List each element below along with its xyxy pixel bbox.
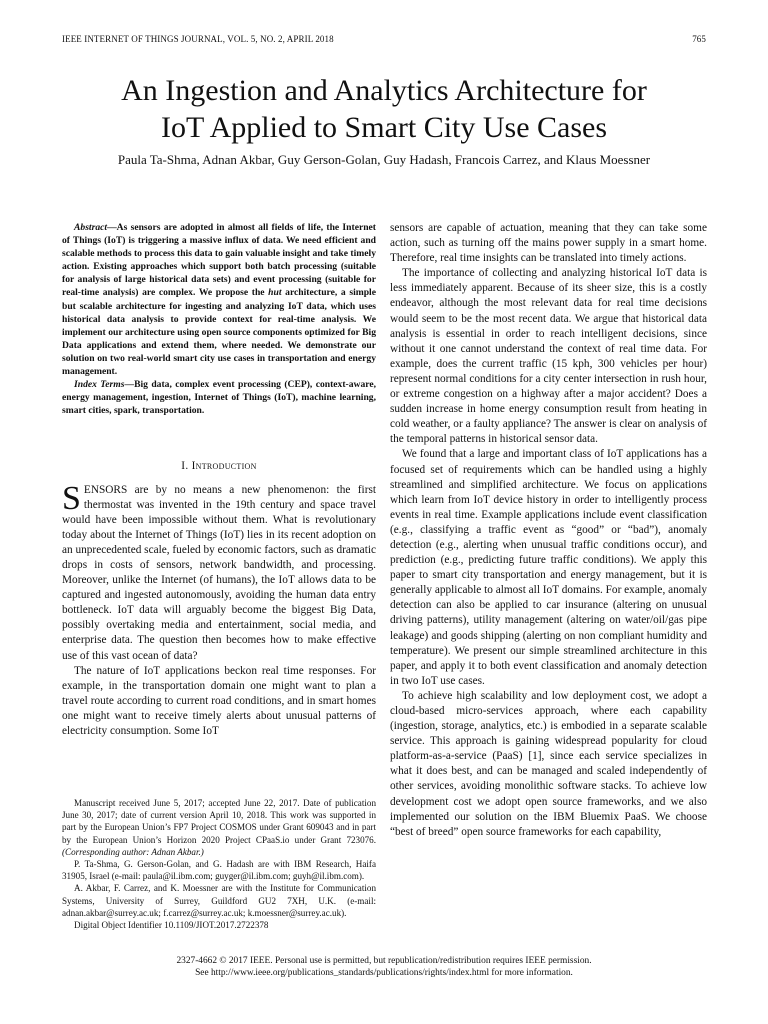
right-column [390, 221, 707, 840]
abstract-text-1: —As sensors are adopted in almost all fields of life, the Internet of Things (IoT) is triggering a massive influx of data. We need efficient and scalable methods to process this data to gain valuable insight and take timely action. Existing approaches which support both batch processing (suitable for analysis of large historical data sets) and event processing (suitable for real-time analysis) are complex. We propose the [62, 222, 376, 299]
footnote-surrey-affiliation: A. Akbar, F. Carrez, and K. Moessner are with the Institute for Communication Systems, University of Surrey, Guildford GU2 7XH, U.K. (e-mail: adnan.akbar@surrey.ac.uk; f.carrez@surrey.ac.uk; k.moessner@surrey.ac.uk). [62, 883, 376, 918]
abstract [62, 221, 376, 378]
journal-info: IEEE INTERNET OF THINGS JOURNAL, VOL. 5, NO. 2, APRIL 2018 [62, 34, 334, 44]
right-paragraph-1: sensors are capable of actuation, meaning that they can take some action, such as turning off the mains power supply in a smart home. Therefore, real time insights can be translated into timely actions. [390, 222, 707, 265]
copyright-suffix: for more information. [489, 968, 573, 979]
rights-link[interactable]: http://www.ieee.org/publications_standards/publications/rights/index.html [210, 968, 490, 979]
author-list: Paula Ta-Shma, Adnan Akbar, Guy Gerson-Golan, Guy Hadash, Francois Carrez, and Klaus Moessner [117, 152, 651, 167]
running-header [62, 34, 706, 48]
left-column [62, 221, 376, 739]
abstract-text-2: architecture, a simple but scalable architecture for ingesting and analyzing IoT data, which uses historical data analysis to provide context for real-time analysis. We implement our architecture using open source components optimized for Big Data applications and extend them, where needed. We demonstrate our solution on two real-world smart city use cases in transportation and energy management. [62, 287, 376, 378]
footnote-block [62, 797, 376, 931]
page-number: 765 [692, 34, 706, 44]
section-number: I. [181, 460, 189, 473]
drop-cap: S [62, 479, 81, 517]
footnote-manuscript-text: Manuscript received June 5, 2017; accepted June 22, 2017. Date of publication June 30, 2017; date of current version April 10, 2018. This work was supported in part by the European Union’s FP7 Project COSMOS under Grant 609043 and in part by the European Union’s Horizon 2020 Project CPaaS.io under Grant 723076. [62, 798, 376, 845]
right-paragraph-4: To achieve high scalability and low deployment cost, we adopt a cloud-based micro-services approach, where each capability (ingestion, storage, analytics, etc.) is embodied in a separate scalable service. This approach is gaining widespread popularity for cloud platform-as-a-service (PaaS) [1], since each service specializes in what it does best, and can be managed and scaled independently of other services, avoiding monolithic software stacks. To achieve low development cost we adopt open source frameworks, and we also implemented our solution on the IBM Bluemix PaaS. We choose “best of breed” open source frameworks for each capability, [390, 689, 707, 838]
intro-p1-text: are by no means a new phenomenon: the first thermostat was invented in the 19th century and space travel would have been impossible without them. What is revolutionary today about the Internet of Things (IoT) lies in its recent adoption on an unprecedented scale, fueled by economic factors, such as dramatic drops in costs of sensors, network bandwidth, and processing. Moreover, unlike the Internet (of humans), the IoT allows data to be captured and ingested autonomously, avoiding the human data entry bottleneck. IoT data will arguably become the biggest Big Data, possibly overtaking media and entertainment, social media, and enterprise data. The question then becomes how to make effective use of this vast ocean of data? [62, 483, 376, 662]
paper-title [40, 72, 728, 146]
abstract-label: Abstract [74, 222, 108, 233]
footnote-doi: Digital Object Identifier 10.1109/JIOT.2017.2722378 [74, 920, 269, 931]
copyright-notice [40, 955, 728, 980]
index-terms [62, 378, 376, 417]
abstract-hut-term: hut [268, 287, 282, 299]
copyright-line-1: 2327-4662 © 2017 IEEE. Personal use is permitted, but republication/redistribution requires IEEE permission. [176, 956, 592, 966]
intro-paragraph-1 [62, 479, 376, 664]
index-terms-text: —Big data, complex event processing (CEP), context-aware, energy management, ingestion, Internet of Things (IoT), machine learning, smart cities, spark, transportation. [62, 379, 376, 417]
title-line-1: An Ingestion and Analytics Architecture for [121, 74, 647, 107]
intro-lead: ENSORS [83, 483, 128, 496]
copyright-see: See [195, 968, 211, 979]
copyright-line-2 [40, 967, 728, 979]
section-title: Introduction [191, 460, 257, 473]
footnote-ibm-affiliation: P. Ta-Shma, G. Gerson-Golan, and G. Hadash are with IBM Research, Haifa 31905, Israel (e-mail: paula@il.ibm.com; guyger@il.ibm.com; guyh@il.ibm.com). [62, 859, 376, 882]
footnote-manuscript [62, 797, 376, 858]
section-heading [62, 459, 376, 474]
index-terms-label: Index Terms [74, 379, 125, 391]
right-paragraph-2: The importance of collecting and analyzing historical IoT data is less immediately apparent. Because of its sheer size, this is a costly endeavor, although the most relevant data for real time decisions would seem to be the most recent data. We argue that historical data analysis is essential in order to reach intelligent decisions, since without it one cannot understand the context of real time data. For example, does the current traffic (15 kph, 300 vehicles per hour) represent normal conditions for a city center intersection in rush hour, or extreme congestion on a highway after a major accident? Does a sudden increase in home energy consumption result from heating in cold weather, or a faulty appliance? The answer is clear on analysis of the temporal patterns in historical sensor data. [390, 267, 707, 446]
title-line-2: IoT Applied to Smart City Use Cases [160, 111, 608, 144]
corresponding-author: (Corresponding author: Adnan Akbar.) [62, 846, 204, 857]
right-paragraph-3: We found that a large and important class of IoT applications has a focused set of requirements which can be handled using a highly streamlined and simplified architecture. We focus on applications which learn from IoT device history in order to intelligently process events in real time. Example applications include event classification (e.g., classifying a traffic event as “good” or “bad”), anomaly detection (e.g., alerting when unusual traffic conditions occur), and prediction (e.g., predicting future traffic conditions). We apply this paper to smart city transportation and energy management, but it is generally applicable to almost all IoT domains. For example, anomaly detection can also be applied to car insurance (altering on unusual driving patterns), utility management (altering on water/oil/gas pipe leakage) and goods shipping (alerting on non compliant humidity and temperature). We present our simple streamlined architecture in this paper, and apply it to both event classification and anomaly detection in two IoT use cases. [390, 448, 707, 687]
intro-paragraph-2: The nature of IoT applications beckon real time responses. For example, in the transportation domain one might want to plan a travel route according to current road conditions, and in smart homes one might want to receive timely alerts about unusual patterns of electricity consumption. Some IoT [62, 664, 376, 737]
